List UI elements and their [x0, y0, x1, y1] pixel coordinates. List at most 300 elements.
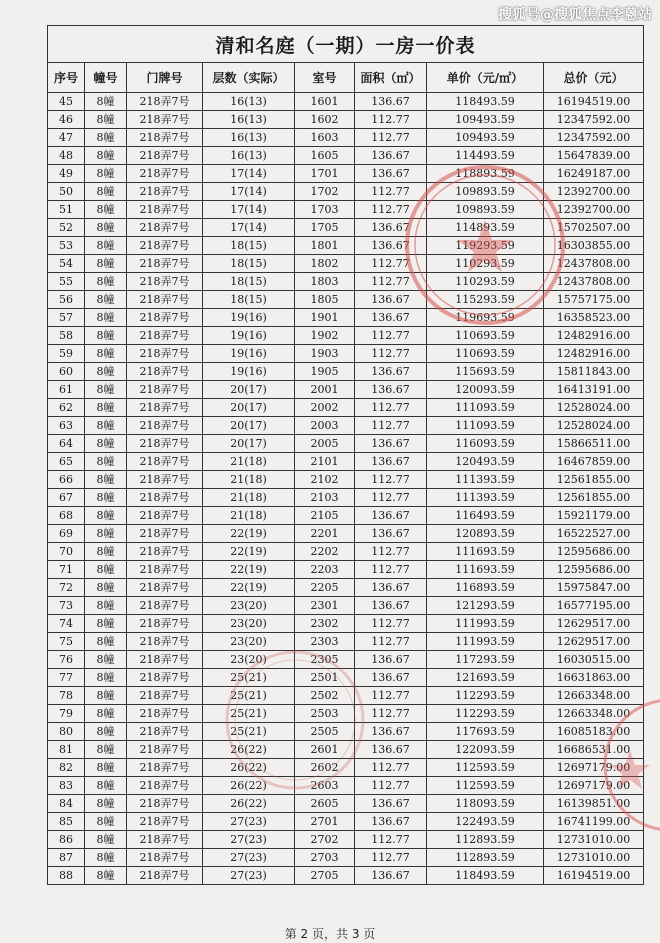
cell-total-price: 12482916.00	[544, 327, 644, 345]
cell-floor: 16(13)	[203, 147, 295, 165]
cell-address: 218弄7号	[127, 291, 203, 309]
cell-total-price: 16522527.00	[544, 525, 644, 543]
cell-unit-price: 111393.59	[427, 471, 544, 489]
cell-floor: 23(20)	[203, 633, 295, 651]
cell-room: 2501	[295, 669, 355, 687]
cell-index: 71	[48, 561, 85, 579]
cell-floor: 19(16)	[203, 345, 295, 363]
cell-address: 218弄7号	[127, 507, 203, 525]
cell-address: 218弄7号	[127, 381, 203, 399]
cell-building: 8幢	[85, 813, 127, 831]
cell-unit-price: 121293.59	[427, 597, 544, 615]
cell-address: 218弄7号	[127, 705, 203, 723]
cell-total-price: 16577195.00	[544, 597, 644, 615]
cell-floor: 21(18)	[203, 507, 295, 525]
cell-address: 218弄7号	[127, 309, 203, 327]
cell-area: 112.77	[355, 111, 427, 129]
cell-index: 50	[48, 183, 85, 201]
cell-floor: 20(17)	[203, 417, 295, 435]
cell-unit-price: 120493.59	[427, 453, 544, 471]
cell-index: 83	[48, 777, 85, 795]
page-footer: 第 2 页，共 3 页	[284, 927, 376, 941]
cell-area: 112.77	[355, 183, 427, 201]
cell-room: 1805	[295, 291, 355, 309]
cell-floor: 21(18)	[203, 453, 295, 471]
cell-area: 136.67	[355, 579, 427, 597]
table-row	[48, 525, 644, 543]
cell-index: 59	[48, 345, 85, 363]
table-title: 清和名庭（一期）一房一价表	[48, 26, 644, 63]
cell-total-price: 16194519.00	[544, 93, 644, 111]
cell-unit-price: 111693.59	[427, 543, 544, 561]
cell-room: 2503	[295, 705, 355, 723]
cell-floor: 23(20)	[203, 615, 295, 633]
header-area: 面积（㎡）	[355, 63, 427, 93]
cell-room: 2202	[295, 543, 355, 561]
cell-area: 112.77	[355, 345, 427, 363]
cell-area: 112.77	[355, 543, 427, 561]
table-row	[48, 165, 644, 183]
cell-building: 8幢	[85, 453, 127, 471]
cell-address: 218弄7号	[127, 111, 203, 129]
cell-room: 1902	[295, 327, 355, 345]
cell-address: 218弄7号	[127, 867, 203, 885]
cell-total-price: 12437808.00	[544, 255, 644, 273]
cell-room: 2605	[295, 795, 355, 813]
cell-total-price: 12528024.00	[544, 417, 644, 435]
cell-index: 49	[48, 165, 85, 183]
cell-unit-price: 116093.59	[427, 435, 544, 453]
cell-index: 67	[48, 489, 85, 507]
table-row	[48, 597, 644, 615]
cell-area: 112.77	[355, 273, 427, 291]
table-row	[48, 399, 644, 417]
table-row	[48, 93, 644, 111]
cell-total-price: 15975847.00	[544, 579, 644, 597]
cell-building: 8幢	[85, 93, 127, 111]
cell-floor: 16(13)	[203, 93, 295, 111]
cell-building: 8幢	[85, 795, 127, 813]
table-row	[48, 129, 644, 147]
table-row	[48, 435, 644, 453]
table-row	[48, 741, 644, 759]
cell-address: 218弄7号	[127, 543, 203, 561]
cell-building: 8幢	[85, 831, 127, 849]
cell-room: 2102	[295, 471, 355, 489]
cell-floor: 17(14)	[203, 201, 295, 219]
cell-room: 2205	[295, 579, 355, 597]
cell-address: 218弄7号	[127, 651, 203, 669]
cell-unit-price: 112293.59	[427, 705, 544, 723]
cell-total-price: 15866511.00	[544, 435, 644, 453]
header-row	[48, 63, 644, 93]
cell-address: 218弄7号	[127, 363, 203, 381]
table-row	[48, 777, 644, 795]
cell-room: 2005	[295, 435, 355, 453]
cell-address: 218弄7号	[127, 831, 203, 849]
cell-area: 136.67	[355, 147, 427, 165]
cell-area: 112.77	[355, 129, 427, 147]
cell-index: 86	[48, 831, 85, 849]
cell-floor: 20(17)	[203, 381, 295, 399]
cell-area: 112.77	[355, 561, 427, 579]
cell-floor: 18(15)	[203, 237, 295, 255]
cell-address: 218弄7号	[127, 255, 203, 273]
price-table-wrapper	[47, 25, 643, 885]
cell-area: 136.67	[355, 93, 427, 111]
cell-room: 2505	[295, 723, 355, 741]
cell-total-price: 16631863.00	[544, 669, 644, 687]
cell-total-price: 12347592.00	[544, 129, 644, 147]
cell-total-price: 12629517.00	[544, 633, 644, 651]
cell-address: 218弄7号	[127, 399, 203, 417]
cell-index: 85	[48, 813, 85, 831]
cell-building: 8幢	[85, 741, 127, 759]
cell-index: 81	[48, 741, 85, 759]
cell-area: 112.77	[355, 615, 427, 633]
cell-building: 8幢	[85, 849, 127, 867]
cell-address: 218弄7号	[127, 471, 203, 489]
cell-area: 136.67	[355, 651, 427, 669]
table-row	[48, 219, 644, 237]
cell-building: 8幢	[85, 435, 127, 453]
cell-index: 60	[48, 363, 85, 381]
cell-index: 69	[48, 525, 85, 543]
cell-total-price: 12561855.00	[544, 471, 644, 489]
cell-building: 8幢	[85, 381, 127, 399]
cell-total-price: 12629517.00	[544, 615, 644, 633]
table-row	[48, 633, 644, 651]
cell-unit-price: 116893.59	[427, 579, 544, 597]
cell-room: 1603	[295, 129, 355, 147]
cell-unit-price: 109493.59	[427, 111, 544, 129]
cell-address: 218弄7号	[127, 417, 203, 435]
cell-building: 8幢	[85, 489, 127, 507]
cell-unit-price: 120893.59	[427, 525, 544, 543]
header-unit-price: 单价（元/㎡）	[427, 63, 544, 93]
cell-index: 46	[48, 111, 85, 129]
cell-floor: 27(23)	[203, 813, 295, 831]
cell-address: 218弄7号	[127, 489, 203, 507]
cell-floor: 23(20)	[203, 597, 295, 615]
cell-room: 2702	[295, 831, 355, 849]
cell-building: 8幢	[85, 633, 127, 651]
cell-room: 2603	[295, 777, 355, 795]
cell-building: 8幢	[85, 363, 127, 381]
table-row	[48, 489, 644, 507]
cell-building: 8幢	[85, 237, 127, 255]
cell-room: 2602	[295, 759, 355, 777]
table-row	[48, 291, 644, 309]
cell-room: 2101	[295, 453, 355, 471]
cell-floor: 20(17)	[203, 399, 295, 417]
cell-building: 8幢	[85, 111, 127, 129]
cell-floor: 21(18)	[203, 489, 295, 507]
cell-address: 218弄7号	[127, 561, 203, 579]
cell-building: 8幢	[85, 345, 127, 363]
table-row	[48, 309, 644, 327]
cell-total-price: 12392700.00	[544, 183, 644, 201]
cell-unit-price: 109893.59	[427, 201, 544, 219]
cell-address: 218弄7号	[127, 183, 203, 201]
cell-total-price: 15757175.00	[544, 291, 644, 309]
table-row	[48, 867, 644, 885]
cell-area: 112.77	[355, 849, 427, 867]
table-row	[48, 201, 644, 219]
cell-index: 75	[48, 633, 85, 651]
cell-unit-price: 116493.59	[427, 507, 544, 525]
cell-unit-price: 110693.59	[427, 327, 544, 345]
cell-room: 2105	[295, 507, 355, 525]
table-row	[48, 183, 644, 201]
cell-index: 45	[48, 93, 85, 111]
cell-area: 112.77	[355, 471, 427, 489]
cell-area: 112.77	[355, 777, 427, 795]
cell-total-price: 12528024.00	[544, 399, 644, 417]
table-row	[48, 255, 644, 273]
cell-index: 55	[48, 273, 85, 291]
cell-room: 1901	[295, 309, 355, 327]
cell-address: 218弄7号	[127, 237, 203, 255]
cell-room: 2701	[295, 813, 355, 831]
cell-total-price: 16358523.00	[544, 309, 644, 327]
cell-total-price: 15647839.00	[544, 147, 644, 165]
header-total-price: 总价（元）	[544, 63, 644, 93]
cell-area: 112.77	[355, 489, 427, 507]
cell-area: 136.67	[355, 867, 427, 885]
cell-area: 136.67	[355, 219, 427, 237]
cell-total-price: 12482916.00	[544, 345, 644, 363]
cell-area: 136.67	[355, 795, 427, 813]
cell-address: 218弄7号	[127, 147, 203, 165]
header-address: 门牌号	[127, 63, 203, 93]
cell-index: 58	[48, 327, 85, 345]
cell-index: 48	[48, 147, 85, 165]
cell-floor: 17(14)	[203, 219, 295, 237]
cell-building: 8幢	[85, 651, 127, 669]
cell-address: 218弄7号	[127, 525, 203, 543]
header-building: 幢号	[85, 63, 127, 93]
cell-index: 54	[48, 255, 85, 273]
cell-index: 52	[48, 219, 85, 237]
cell-building: 8幢	[85, 705, 127, 723]
cell-address: 218弄7号	[127, 453, 203, 471]
cell-total-price: 16413191.00	[544, 381, 644, 399]
cell-floor: 26(22)	[203, 795, 295, 813]
cell-room: 2705	[295, 867, 355, 885]
cell-building: 8幢	[85, 183, 127, 201]
table-row	[48, 543, 644, 561]
cell-total-price: 16030515.00	[544, 651, 644, 669]
cell-building: 8幢	[85, 291, 127, 309]
cell-address: 218弄7号	[127, 345, 203, 363]
cell-floor: 16(13)	[203, 111, 295, 129]
table-row	[48, 759, 644, 777]
cell-address: 218弄7号	[127, 777, 203, 795]
cell-unit-price: 117293.59	[427, 651, 544, 669]
cell-area: 136.67	[355, 453, 427, 471]
cell-index: 47	[48, 129, 85, 147]
cell-floor: 26(22)	[203, 759, 295, 777]
cell-room: 2301	[295, 597, 355, 615]
cell-floor: 22(19)	[203, 579, 295, 597]
table-row	[48, 723, 644, 741]
cell-address: 218弄7号	[127, 741, 203, 759]
cell-room: 1801	[295, 237, 355, 255]
cell-area: 136.67	[355, 381, 427, 399]
cell-room: 1705	[295, 219, 355, 237]
cell-building: 8幢	[85, 399, 127, 417]
cell-floor: 21(18)	[203, 471, 295, 489]
cell-unit-price: 111093.59	[427, 417, 544, 435]
cell-room: 2703	[295, 849, 355, 867]
cell-index: 88	[48, 867, 85, 885]
cell-room: 1905	[295, 363, 355, 381]
table-row	[48, 111, 644, 129]
cell-building: 8幢	[85, 615, 127, 633]
cell-unit-price: 114893.59	[427, 219, 544, 237]
cell-room: 1605	[295, 147, 355, 165]
cell-address: 218弄7号	[127, 849, 203, 867]
cell-total-price: 12697179.00	[544, 777, 644, 795]
cell-building: 8幢	[85, 129, 127, 147]
cell-unit-price: 110293.59	[427, 273, 544, 291]
header-room: 室号	[295, 63, 355, 93]
cell-floor: 26(22)	[203, 741, 295, 759]
cell-building: 8幢	[85, 147, 127, 165]
cell-index: 77	[48, 669, 85, 687]
cell-address: 218弄7号	[127, 93, 203, 111]
cell-unit-price: 110693.59	[427, 345, 544, 363]
cell-building: 8幢	[85, 867, 127, 885]
cell-area: 112.77	[355, 759, 427, 777]
cell-building: 8幢	[85, 255, 127, 273]
cell-building: 8幢	[85, 201, 127, 219]
cell-area: 112.77	[355, 633, 427, 651]
cell-floor: 16(13)	[203, 129, 295, 147]
cell-building: 8幢	[85, 417, 127, 435]
cell-area: 136.67	[355, 507, 427, 525]
header-index: 序号	[48, 63, 85, 93]
cell-building: 8幢	[85, 309, 127, 327]
cell-floor: 19(16)	[203, 363, 295, 381]
cell-building: 8幢	[85, 327, 127, 345]
table-row	[48, 327, 644, 345]
cell-area: 136.67	[355, 723, 427, 741]
table-row	[48, 579, 644, 597]
cell-floor: 25(21)	[203, 723, 295, 741]
cell-floor: 18(15)	[203, 255, 295, 273]
cell-unit-price: 117693.59	[427, 723, 544, 741]
header-floor: 层数（实际）	[203, 63, 295, 93]
cell-total-price: 16303855.00	[544, 237, 644, 255]
cell-unit-price: 121693.59	[427, 669, 544, 687]
cell-index: 63	[48, 417, 85, 435]
cell-floor: 25(21)	[203, 705, 295, 723]
cell-total-price: 12663348.00	[544, 687, 644, 705]
cell-index: 53	[48, 237, 85, 255]
cell-area: 136.67	[355, 237, 427, 255]
cell-unit-price: 115293.59	[427, 291, 544, 309]
cell-total-price: 12392700.00	[544, 201, 644, 219]
cell-unit-price: 111993.59	[427, 633, 544, 651]
cell-address: 218弄7号	[127, 579, 203, 597]
cell-index: 80	[48, 723, 85, 741]
cell-address: 218弄7号	[127, 669, 203, 687]
cell-room: 1703	[295, 201, 355, 219]
cell-index: 74	[48, 615, 85, 633]
cell-address: 218弄7号	[127, 633, 203, 651]
cell-address: 218弄7号	[127, 813, 203, 831]
cell-room: 1802	[295, 255, 355, 273]
cell-building: 8幢	[85, 471, 127, 489]
table-row	[48, 471, 644, 489]
cell-index: 64	[48, 435, 85, 453]
cell-floor: 26(22)	[203, 777, 295, 795]
cell-building: 8幢	[85, 273, 127, 291]
cell-index: 61	[48, 381, 85, 399]
table-row	[48, 453, 644, 471]
cell-address: 218弄7号	[127, 759, 203, 777]
cell-building: 8幢	[85, 579, 127, 597]
cell-unit-price: 115693.59	[427, 363, 544, 381]
cell-area: 112.77	[355, 831, 427, 849]
cell-unit-price: 112293.59	[427, 687, 544, 705]
cell-area: 136.67	[355, 525, 427, 543]
cell-room: 2201	[295, 525, 355, 543]
cell-room: 2302	[295, 615, 355, 633]
source-watermark: 搜狐号@搜狐焦点李蒽站	[498, 7, 652, 23]
table-row	[48, 417, 644, 435]
cell-area: 112.77	[355, 417, 427, 435]
cell-unit-price: 111393.59	[427, 489, 544, 507]
cell-address: 218弄7号	[127, 597, 203, 615]
cell-index: 51	[48, 201, 85, 219]
cell-index: 68	[48, 507, 85, 525]
cell-unit-price: 112593.59	[427, 777, 544, 795]
cell-building: 8幢	[85, 597, 127, 615]
cell-floor: 18(15)	[203, 273, 295, 291]
cell-room: 2001	[295, 381, 355, 399]
cell-total-price: 16194519.00	[544, 867, 644, 885]
cell-building: 8幢	[85, 219, 127, 237]
cell-building: 8幢	[85, 669, 127, 687]
cell-unit-price: 112593.59	[427, 759, 544, 777]
cell-area: 112.77	[355, 255, 427, 273]
cell-building: 8幢	[85, 507, 127, 525]
cell-area: 136.67	[355, 669, 427, 687]
cell-total-price: 16085183.00	[544, 723, 644, 741]
cell-unit-price: 122493.59	[427, 813, 544, 831]
cell-address: 218弄7号	[127, 165, 203, 183]
cell-floor: 27(23)	[203, 849, 295, 867]
table-row	[48, 705, 644, 723]
cell-floor: 25(21)	[203, 669, 295, 687]
title-row	[48, 26, 644, 63]
cell-unit-price: 120093.59	[427, 381, 544, 399]
cell-area: 112.77	[355, 327, 427, 345]
table-row	[48, 381, 644, 399]
cell-index: 82	[48, 759, 85, 777]
cell-total-price: 12697179.00	[544, 759, 644, 777]
cell-area: 136.67	[355, 291, 427, 309]
table-row	[48, 669, 644, 687]
cell-total-price: 16467859.00	[544, 453, 644, 471]
table-row	[48, 795, 644, 813]
cell-area: 136.67	[355, 363, 427, 381]
cell-building: 8幢	[85, 687, 127, 705]
cell-area: 112.77	[355, 687, 427, 705]
